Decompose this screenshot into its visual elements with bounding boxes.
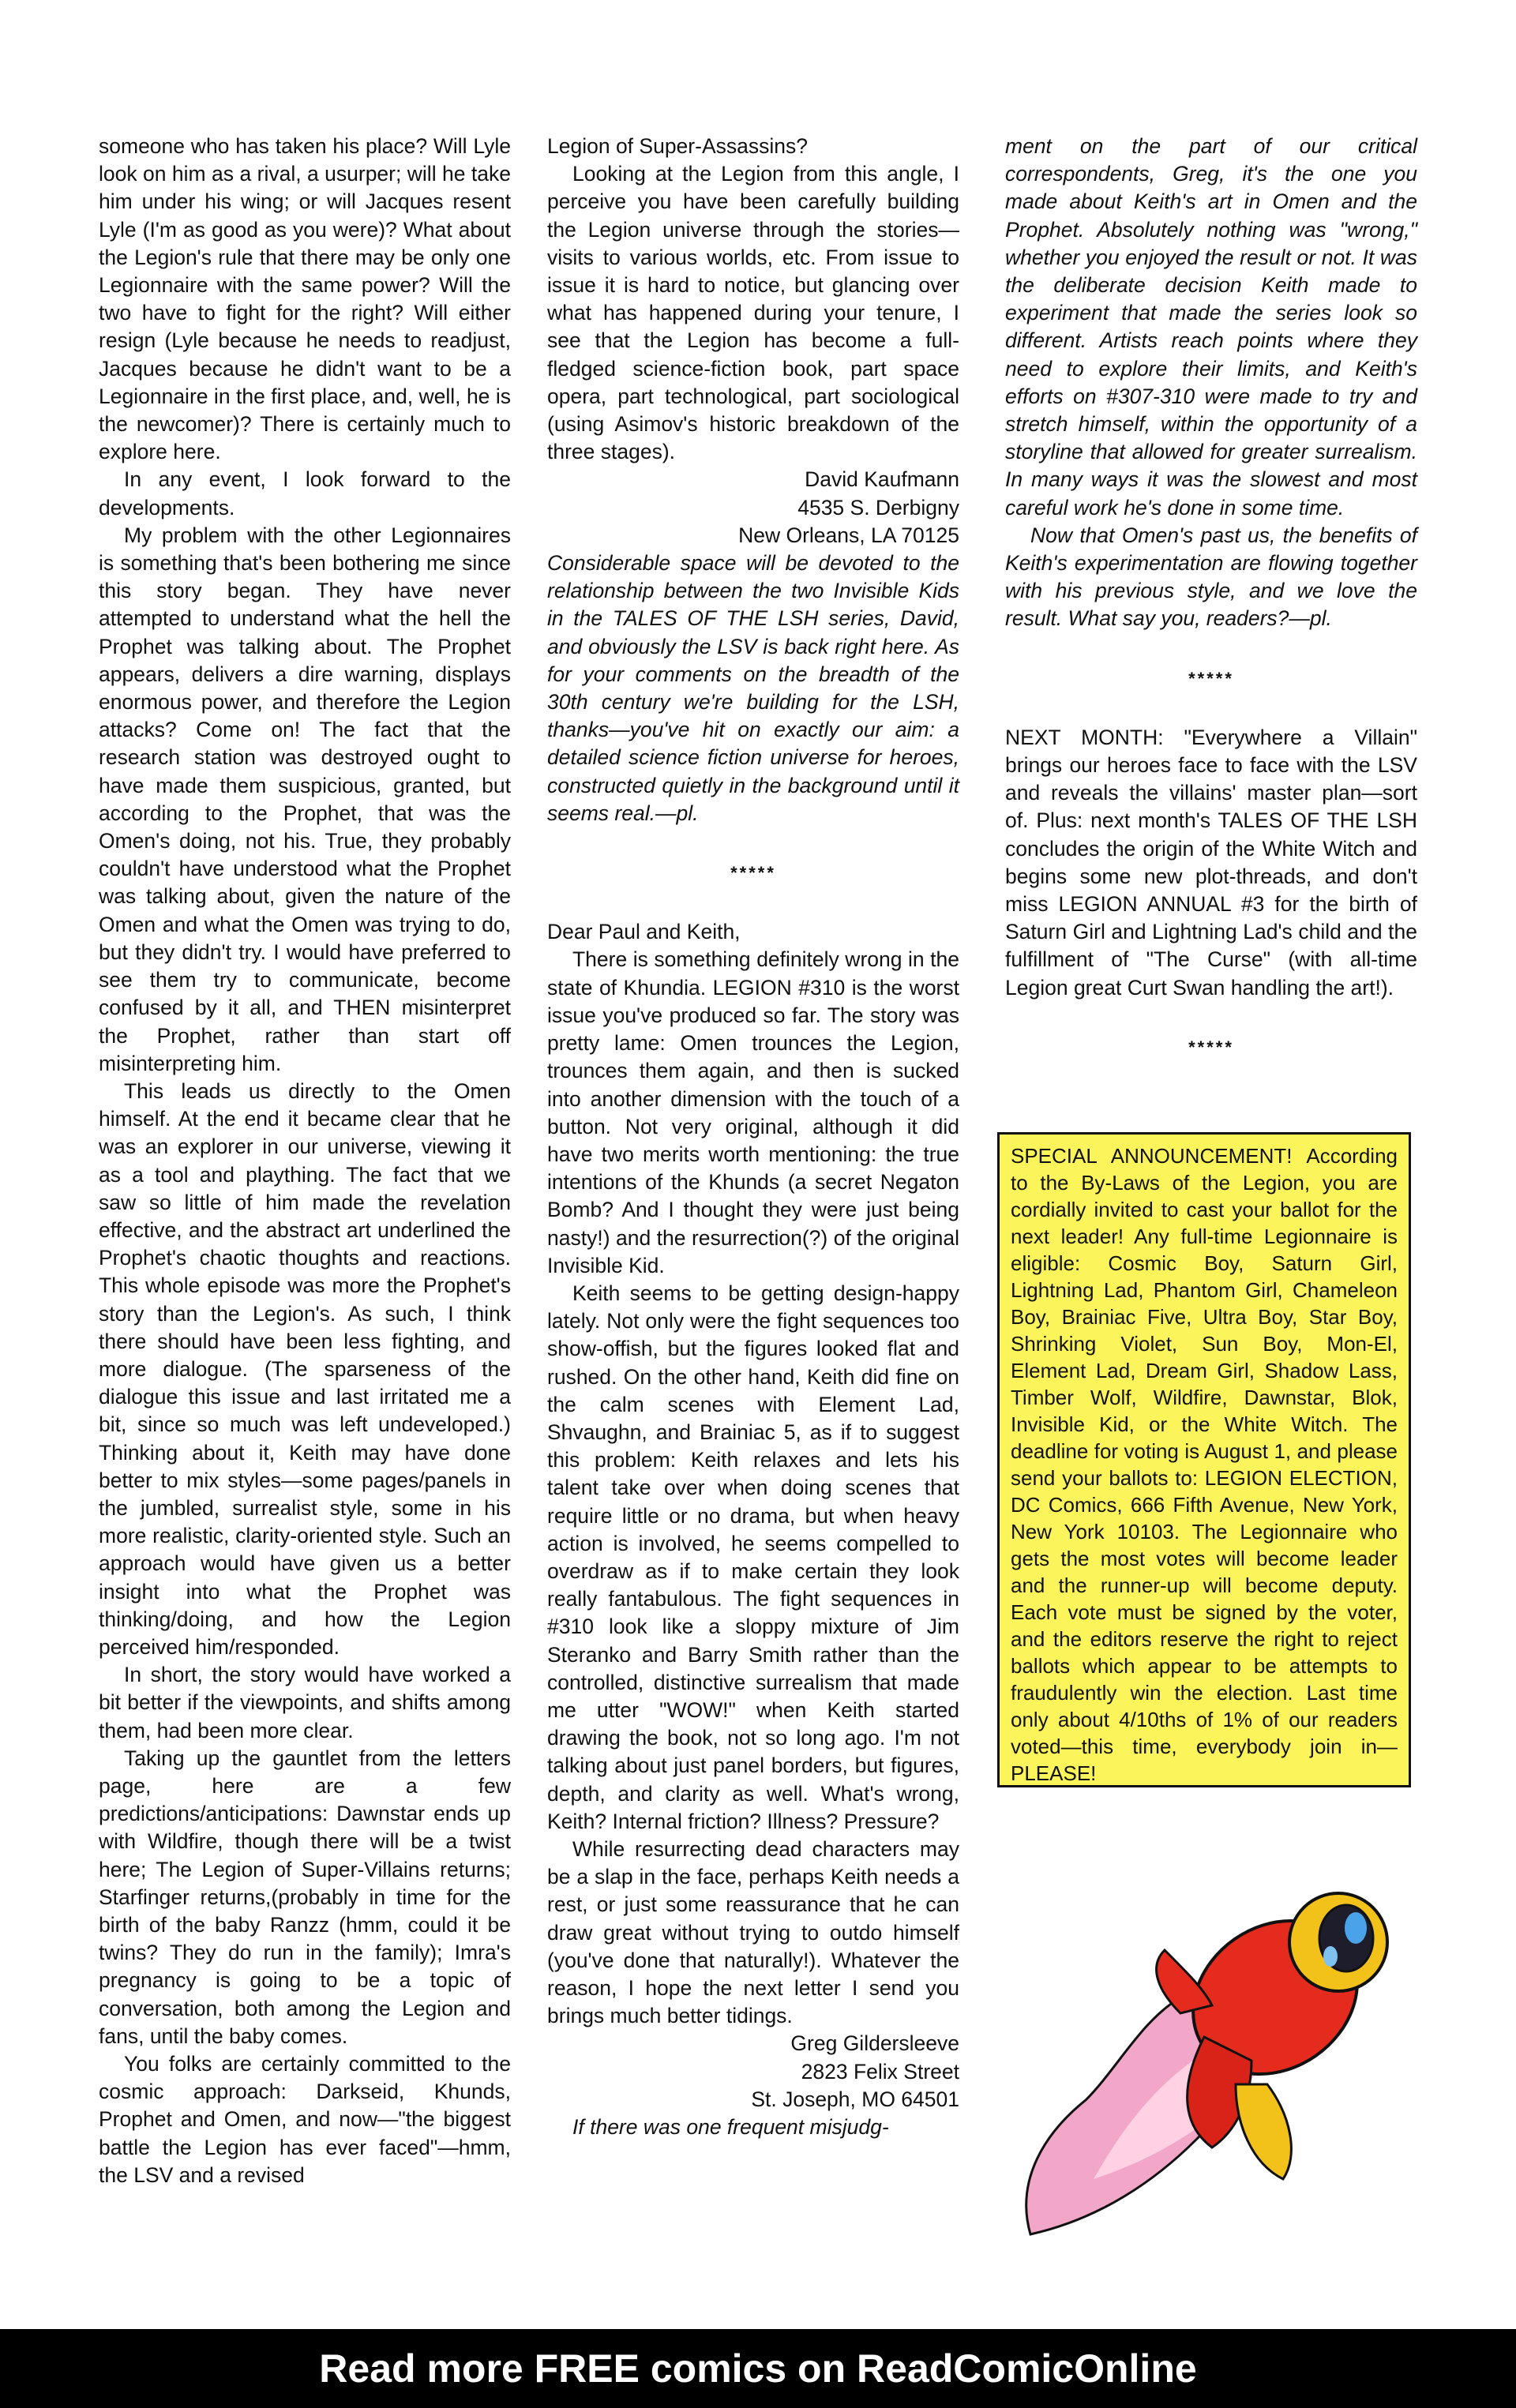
paragraph: There is something definitely wrong in the state of Khundia. LEGION #310 is the worst issue you've produced so far. The story was pretty lame: Omen trounces the Legion, trounces them again, and then is sucked into another dimension with the touch of a button. Not very original, although it did have two merits worth mentioning: the true intentions of the Khunds (a secret Negaton Bomb? And I thought they were just being nasty!) and the resurrection(?) of the original Invisible Kid. <box>547 947 959 1277</box>
paragraph: My problem with the other Legionnaires is something that's been bothering me since this story began. They have never attempted to understand what the hell the Prophet was talking about. The Prophet appears, delivers a dire warning, displays enormous power, and therefore the Legion attacks? Come on! The fact that the research station was destroyed ought to have made them suspicious, granted, but according to the Prophet, that was the Omen's doing, not his. True, they probably couldn't have understood what the Prophet was talking about, given the nature of the Omen and what the Omen was trying to do, but they didn't try. I would have preferred to see them try to communicate, become confused by it all, and THEN misinterpret the Prophet, rather than start off misinterpreting him. <box>99 523 511 1075</box>
paragraph: Looking at the Legion from this angle, I perceive you have been carefully building the Legion universe through the stories—visits to various worlds, etc. From issue to issue it is hard to notice, but glancing over what has happened during your tenure, I see that the Legion has become a full-fledged science-fiction book, part space opera, part technological, part sociological (using Asimov's historic breakdown of the three stages). <box>547 162 959 464</box>
signature-street: 4535 S. Derbigny <box>797 495 959 519</box>
paragraph: Keith seems to be getting design-happy lately. Not only were the fight sequences too show-offish, but the figures looked flat and rushed. On the other hand, Keith did fine on the calm scenes with Element Lad, Shvaughn, and Brainiac 5, as if to suggest this problem: Keith relaxes and lets his talent take over when doing scenes that require little or no drama, but when heavy action is involved, he seems compelled to overdraw as if to make certain they look really fantabulous. The fight sequences in #310 look like a sloppy mixture of Jim Steranko and Barry Smith rather than the controlled, distinctive surrealism that made me utter "WOW!" when Keith started drawing the book, not so long ago. I'm not talking about just panel borders, but figures, depth, and clarity as well. What's wrong, Keith? Internal friction? Illness? Pressure? <box>547 1281 959 1833</box>
editor-reply: Now that Omen's past us, the benefits of Keith's experimentation are flowing together with his previous style, and we love the result. What say you, readers?—pl. <box>1005 523 1417 631</box>
signature-name: Greg Gildersleeve <box>790 2031 959 2056</box>
signature-name: David Kaufmann <box>805 467 959 492</box>
paragraph: In any event, I look forward to the developments. <box>99 467 511 519</box>
separator-stars: ***** <box>1188 1037 1234 1057</box>
footer-banner[interactable]: Read more FREE comics on ReadComicOnline <box>0 2329 1516 2408</box>
signature-city: St. Joseph, MO 64501 <box>751 2087 959 2111</box>
paragraph: This leads us directly to the Omen himself. At the end it became clear that he was an explorer in our universe, viewing it as a tool and plaything. The fact that we saw so little of him made the revelation effective, and the abstract art underlined the Prophet's chaotic thoughts and reactions. This whole episode was more the Prophet's story than the Legion's. As such, I think there should have been less fighting, and more dialogue. (The sparseness of the dialogue this issue and last irritated me a bit, since so much was left undeveloped.) Thinking about it, Keith may have done better to mix styles—some pages/panels in the jumbled, surrealist style, some in his more realistic, clarity-oriented style. Such an approach would have given us a better insight into what the Prophet was thinking/doing, and how the Legion perceived him/responded. <box>99 1078 511 1659</box>
signature-street: 2823 Felix Street <box>801 2059 959 2084</box>
editor-reply: If there was one frequent misjudg- <box>572 2115 889 2140</box>
paragraph: While resurrecting dead characters may be a slap in the face, perhaps Keith needs a rest, or just some reassurance that he can draw great without trying to outdo himself (you've done that naturally!). Whatever the reason, I hope the next letter I send you brings much better tidings. <box>547 1836 959 2028</box>
paragraph: Legion of Super-Assassins? <box>547 134 808 158</box>
paragraph: Taking up the gauntlet from the letters page, here are a few predictions/anticipations: Dawnstar ends up with Wildfire, though there will be a twist here; The Legion of Super-Villains returns; Starfinger returns,(probably in time for the birth of the baby Ranzz (hmm, could it be twins? They do run in the family); Imra's pregnancy is going to be a topic of conversation, both among the Legion and fans, until the baby comes. <box>99 1746 511 2048</box>
paragraph: In short, the story would have worked a bit better if the viewpoints, and shifts among them, had been more clear. <box>99 1663 511 1742</box>
editor-reply: ment on the part of our critical correspondents, Greg, it's the one you made about Keith's art in Omen and the Prophet. Absolutely nothing was "wrong," whether you enjoyed the result or not. It was the deliberate decision Keith made to experiment that made the series look so different. Artists reach points where they need to explore their limits, and Keith's efforts on #307-310 were made to try and stretch himself, within the opportunity of a storyline that allowed for greater surrealism. In many ways it was the slowest and most careful work he's done in some time. <box>1005 134 1417 519</box>
next-month-blurb: NEXT MONTH: "Everywhere a Villain" brings our heroes face to face with the LSV and reveals the villains' master plan—sort of. Plus: next month's TALES OF THE LSH concludes the origin of the White Witch and begins some new plot-threads, and don't miss LEGION ANNUAL #3 for the birth of Saturn Girl and Lightning Lad's child and the fulfillment of "The Curse" (with all-time Legion great Curt Swan handling the art!). <box>1005 725 1417 1000</box>
letter-column-1 <box>99 133 511 2189</box>
flying-hero-illustration <box>999 1863 1409 2258</box>
salutation: Dear Paul and Keith, <box>547 920 741 944</box>
signature-city: New Orleans, LA 70125 <box>738 523 959 547</box>
special-announcement-box: SPECIAL ANNOUNCEMENT! According to the By-Laws of the Legion, you are cordially invited to cast your ballot for the next leader! Any full-time Legionnaire is eligible: Cosmic Boy, Saturn Girl, Lightning Lad, Phantom Girl, Chameleon Boy, Brainiac Five, Ultra Boy, Star Boy, Shrinking Violet, Sun Boy, Mon-El, Element Lad, Dream Girl, Shadow Lass, Timber Wolf, Wildfire, Dawnstar, Blok, Invisible Kid, or the White Witch. The deadline for voting is August 1, and please send your ballots to: LEGION ELECTION, DC Comics, 666 Fifth Avenue, New York, New York 10103. The Legionnaire who gets the most votes will become leader and the runner-up will become deputy. Each vote must be signed by the voter, and the editors reserve the right to reject ballots which appear to be attempts to fraudulently win the election. Last time only about 4/10ths of 1% of our readers voted—this time, everybody join in—PLEASE! <box>997 1132 1411 1787</box>
separator-stars: ***** <box>1188 668 1234 688</box>
paragraph: someone who has taken his place? Will Lyle look on him as a rival, a usurper; will he take him under his wing; or will Jacques resent Lyle (I'm as good as you were)? What about the Legion's rule that there may be only one Legionnaire with the same power? Will the two have to fight for the right? Will either resign (Lyle because he needs to readjust, Jacques because he didn't want to be a Legionnaire in the first place, and, well, he is the newcomer)? There is certainly much to explore here. <box>99 134 511 464</box>
letter-column-3 <box>1005 133 1417 1093</box>
separator-stars: ***** <box>730 863 776 883</box>
paragraph: You folks are certainly committed to the cosmic approach: Darkseid, Khunds, Prophet and Omen, and now—"the biggest battle the Legion has ever faced"—hmm, the LSV and a revised <box>99 2052 511 2187</box>
letter-column-2 <box>547 133 959 2141</box>
editor-reply: Considerable space will be devoted to the relationship between the two Invisible Kids in the TALES OF THE LSH series, David, and obviously the LSV is back right here. As for your comments on the breadth of the 30th century we're building for the LSH, thanks—you've hit on exactly our aim: a detailed science fiction universe for heroes, constructed quietly in the background until it seems real.—pl. <box>547 551 959 825</box>
